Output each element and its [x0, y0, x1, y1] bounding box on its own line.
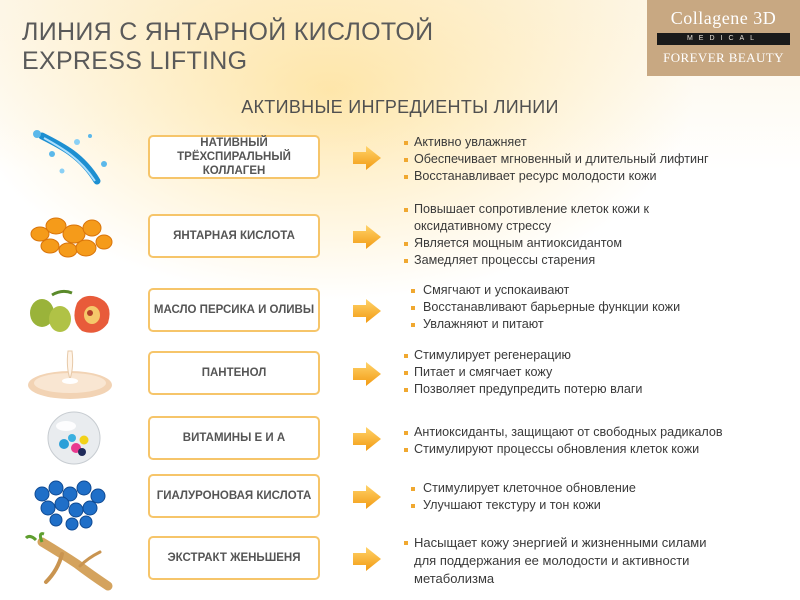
arrow-right-icon [352, 484, 382, 510]
blue-molecules-icon [22, 472, 118, 534]
benefit-item: Позволяет предупредить потерю влаги [403, 381, 642, 398]
benefits-list [403, 534, 707, 588]
amber-pieces-icon [22, 204, 118, 266]
ingredient-label: ЭКСТРАКТ ЖЕНЬШЕНЯ [148, 536, 320, 580]
benefit-item: Обеспечивает мгновенный и длительный лифтинг [403, 151, 709, 168]
benefit-item: Стимулирует регенерацию [403, 347, 642, 364]
ingredient-label: ПАНТЕНОЛ [148, 351, 320, 395]
benefit-item: Питает и смягчает кожу [403, 364, 642, 381]
benefit-item-continuation: оксидативному стрессу [414, 219, 552, 233]
section-subtitle: АКТИВНЫЕ ИНГРЕДИЕНТЫ ЛИНИИ [241, 97, 559, 117]
benefit-item: Восстанавливают барьерные функции кожи [403, 299, 680, 316]
ingredient-label: НАТИВНЫЙ ТРЁХСПИРАЛЬНЫЙ КОЛЛАГЕН [148, 135, 320, 179]
benefits-list [403, 282, 680, 333]
ingredient-label: ГИАЛУРОНОВАЯ КИСЛОТА [148, 474, 320, 518]
ingredient-label: ЯНТАРНАЯ КИСЛОТА [148, 214, 320, 258]
benefit-item-continuation: метаболизма [414, 571, 495, 586]
benefit-item: Восстанавливает ресурс молодости кожи [403, 168, 709, 185]
ingredient-label: МАСЛО ПЕРСИКА И ОЛИВЫ [148, 288, 320, 332]
brand-name: Collagene 3D [670, 8, 777, 28]
brand-logo [647, 0, 800, 76]
benefits-list [403, 480, 636, 514]
benefit-item: Стимулирует клеточное обновление [403, 480, 636, 497]
title-line-2: EXPRESS LIFTING [22, 47, 248, 75]
cream-drop-icon [22, 345, 118, 407]
benefit-item: Насыщает кожу энергией и жизненными силами [403, 534, 707, 552]
benefit-item-continuation: для поддержания ее молодости и активности [414, 553, 690, 568]
benefit-item: Активно увлажняет [403, 134, 709, 151]
arrow-right-icon [352, 426, 382, 452]
vitamin-capsules-icon [22, 408, 118, 470]
ingredient-label: ВИТАМИНЫ Е И А [148, 416, 320, 460]
title-line-1: ЛИНИЯ С ЯНТАРНОЙ КИСЛОТОЙ [22, 18, 434, 46]
benefit-item: Антиоксиданты, защищают от свободных радикалов [403, 424, 723, 441]
benefit-item: Смягчают и успокаивают [403, 282, 680, 299]
benefit-item: Замедляет процессы старения [403, 252, 649, 269]
benefit-item: Повышает сопротивление клеток кожи к [403, 201, 649, 218]
arrow-right-icon [352, 361, 382, 387]
benefit-item: Является мощным антиоксидантом [403, 235, 649, 252]
water-splash-icon [22, 126, 118, 188]
arrow-right-icon [352, 298, 382, 324]
benefits-list [403, 134, 709, 185]
brand-tagline: FOREVER BEAUTY [663, 50, 784, 65]
benefits-list [403, 201, 649, 269]
arrow-right-icon [352, 546, 382, 572]
ginseng-root-icon [22, 532, 118, 594]
benefits-list [403, 424, 723, 458]
brand-medical: MEDICAL [657, 33, 790, 45]
benefit-item: Стимулируют процессы обновления клеток кожи [403, 441, 723, 458]
benefits-list [403, 347, 642, 398]
peach-olive-icon [22, 281, 118, 343]
benefit-item: Увлажняют и питают [403, 316, 680, 333]
arrow-right-icon [352, 145, 382, 171]
benefit-item: Улучшают текстуру и тон кожи [403, 497, 636, 514]
arrow-right-icon [352, 224, 382, 250]
